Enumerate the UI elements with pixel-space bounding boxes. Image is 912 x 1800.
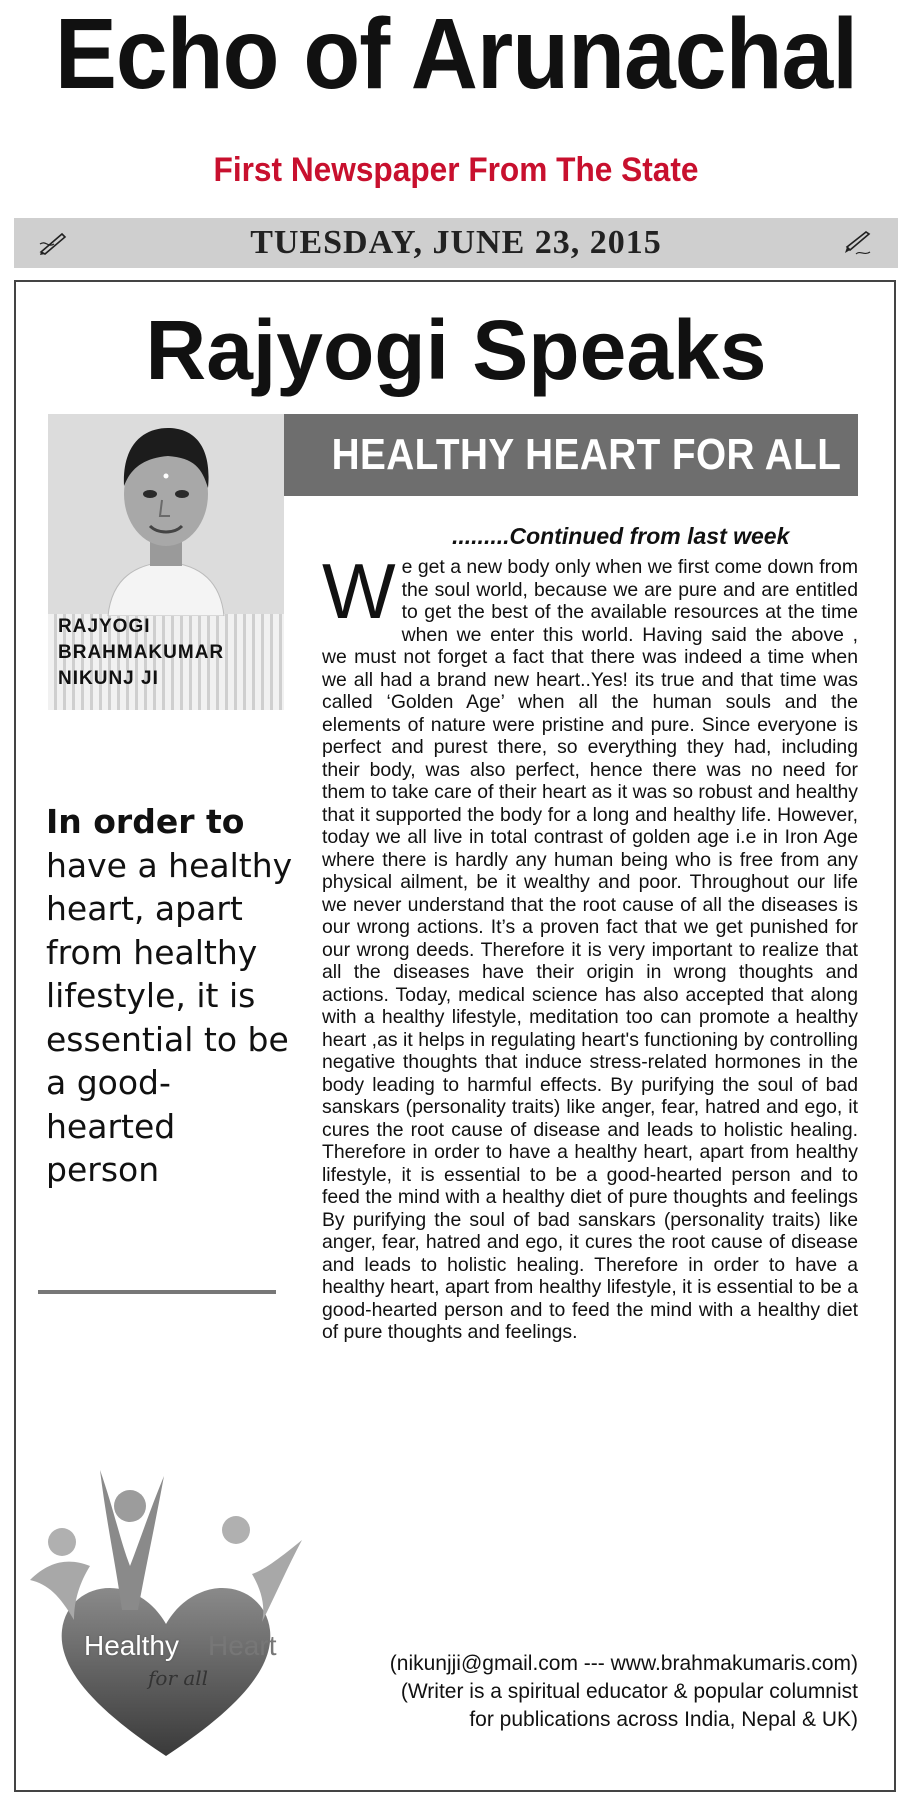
article-kicker: HEALTHY HEART FOR ALL <box>331 430 842 479</box>
article-text <box>322 547 858 1344</box>
logo-word-heart: Heart <box>208 1630 277 1661</box>
article-body <box>322 547 858 1344</box>
author-caption <box>58 614 280 692</box>
continued-note: .........Continued from last week <box>452 523 790 549</box>
pull-quote <box>46 800 298 1192</box>
newspaper-title: Echo of Arunachal <box>54 0 858 110</box>
pull-quote-text: have a healthy heart, apart from healthy lifestyle, it is essential to be a good-hearted person <box>46 845 293 1189</box>
pull-quote-lead: In order to <box>46 802 245 841</box>
logo-subtitle: for all <box>148 1666 209 1690</box>
author-bio: (Writer is a spiritual educator & popular columnist <box>400 1680 858 1703</box>
author-portrait-icon <box>98 416 234 616</box>
pen-icon <box>842 230 872 256</box>
author-footer <box>300 1650 858 1734</box>
article-body-text: e get a new body only when we first come down from the soul world, because we are pure and are entitled to get the best of the available resources at the time when we enter this world. Having said the above , we must not forget a fact that there was indeed a time when we all had a brand new heart..Yes! its true and that time was called ‘Golden Age’ when all the human souls and the elements of nature were pristine and pure. Since everyone is perfect and purest there, so everything they had, including their body, was also perfect, hence there was no need for them to take care of their heart as it was so robust and healthy that it supported the body for a long and healthy life. However, today we all live in total contrast of golden age i.e in Iron Age where there is hardly any human being who is free from any physical ailment, be it wealthy and poor. Throughout our life we never understand that the root cause of all the diseases is our wrong actions. It’s a proven fact that we get punished for our wrong deeds. Therefore it is very important to realize that all the diseases have their origin in wrong thoughts and actions. Today, medical science has also accepted that along with a healthy lifestyle, meditation too can promote a healthy heart ,as it helps in regulating heart's functioning by controlling negative thoughts that induce stress-related hormones in the body leading to harmful effects. By purifying the soul of bad sanskars (personality traits) like anger, fear, hatred and ego, it cures the root cause of disease and leads to holistic healing. Therefore in order to have a healthy heart, apart from healthy lifestyle, it is essential to be a good-hearted person and to feed the mind with a healthy diet of pure thoughts and feelings By purifying the soul of bad sanskars (personality traits) like anger, fear, hatred and ego, it cures the root cause of disease and leads to holistic healing. Therefore in order to have a healthy heart, apart from healthy lifestyle, it is essential to be a good-hearted person and to feed the mind with a healthy diet of pure thoughts and feelings. <box>322 556 858 1343</box>
drop-cap: W <box>322 547 396 635</box>
healthy-heart-logo <box>30 1470 302 1760</box>
masthead <box>0 0 912 189</box>
logo-word-healthy: Healthy <box>84 1630 179 1661</box>
pull-quote-rule <box>38 1290 276 1294</box>
caption-line: NIKUNJ JI <box>58 668 159 689</box>
heart-people-logo-icon <box>30 1470 302 1760</box>
author-contact: (nikunjji@gmail.com --- www.brahmakumaris.com) <box>389 1652 858 1675</box>
author-bio: for publications across India, Nepal & UK) <box>469 1708 858 1731</box>
dateline-bar <box>14 218 898 268</box>
issue-date: TUESDAY, JUNE 23, 2015 <box>250 224 662 261</box>
newspaper-tagline: First Newspaper From The State <box>213 151 699 189</box>
column-name: Rajyogi Speaks <box>145 303 767 397</box>
caption-line: BRAHMAKUMAR <box>58 642 225 663</box>
caption-line: RAJYOGI <box>58 616 151 637</box>
author-photo <box>48 414 284 710</box>
